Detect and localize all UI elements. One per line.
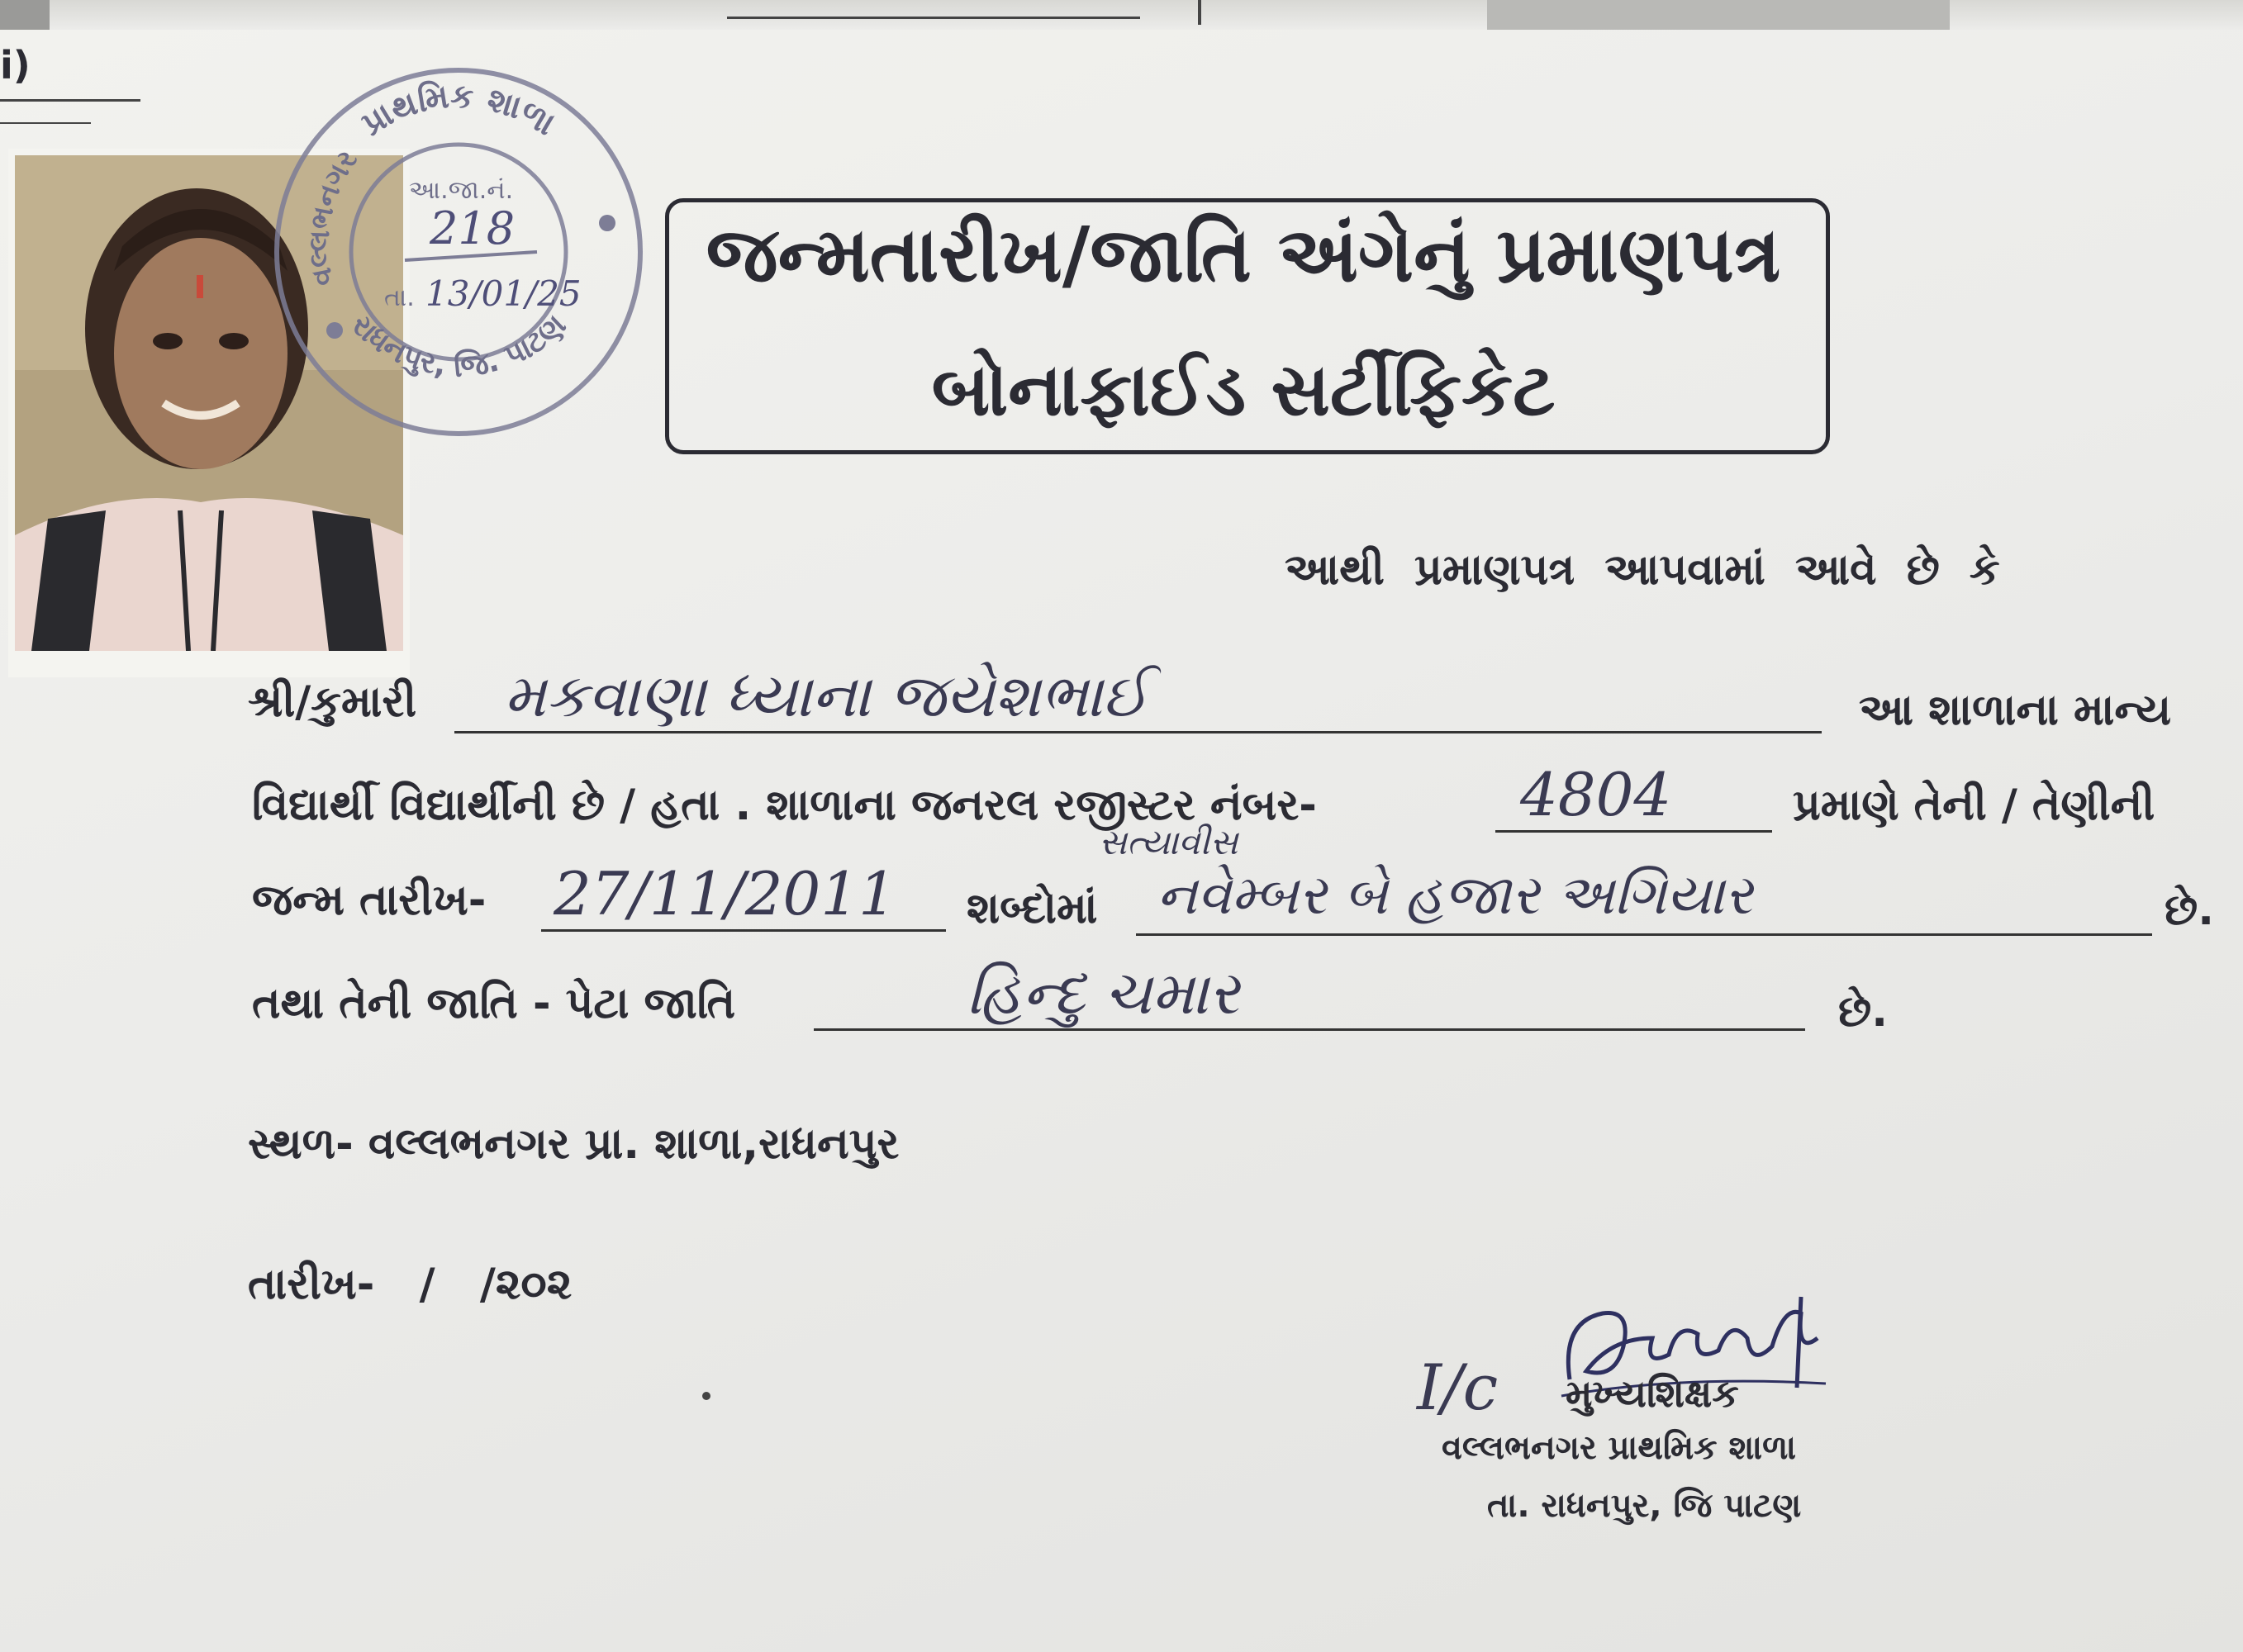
ic-mark: I/c bbox=[1417, 1351, 1499, 1424]
words-underline bbox=[1136, 933, 2152, 936]
caste-suffix: છે. bbox=[1838, 987, 1888, 1037]
dob-label: જન્મ તારીખ- bbox=[252, 876, 487, 925]
top-ruling bbox=[727, 17, 1140, 19]
name-value: મકવાણા ધ્યાના જયેશભાઈ bbox=[504, 661, 1149, 730]
name-prefix: શ્રી/કુમારી bbox=[248, 677, 417, 727]
stamp-arc-left: વલ્લભનગર bbox=[302, 144, 364, 289]
margin-line bbox=[0, 99, 140, 102]
stamp-no-label: આ.જા.નં. bbox=[409, 176, 514, 205]
margin-line-2 bbox=[0, 122, 91, 124]
stamp-arc-bottom: રાધનપુર, જિ. પાટણ bbox=[344, 307, 573, 385]
register-prefix: વિદ્યાર્થી વિદ્યાર્થીની છે / હતા . શાળાના જનરલ રજીસ્ટર નંબર- bbox=[252, 781, 1317, 830]
caste-underline bbox=[814, 1028, 1805, 1031]
name-suffix: આ શાળાના માન્ય bbox=[1859, 686, 2172, 735]
intro-line: આથી પ્રમાણપત્ર આપવામાં આવે છે કે bbox=[1285, 545, 2000, 595]
title-gujarati: જન્મતારીખ/જાતિ અંગેનું પ્રમાણપત્ર bbox=[706, 211, 1781, 299]
place-line: સ્થળ- વલ્લભનગર પ્રા. શાળા,રાધનપુર bbox=[248, 1119, 900, 1169]
dob-underline bbox=[541, 929, 946, 932]
words-value: નવેમ્બર બે હજાર અગિયાર bbox=[1157, 863, 1753, 927]
ink-dot bbox=[702, 1392, 710, 1400]
register-underline bbox=[1495, 830, 1772, 833]
stamp-date-prefix: તા. bbox=[384, 283, 415, 312]
register-suffix: પ્રમાણે તેની / તેણીની bbox=[1793, 781, 2155, 830]
margin-mark: i) bbox=[0, 43, 31, 88]
signatory-address: તા. રાધનપુર, જિ પાટણ bbox=[1487, 1487, 1802, 1525]
register-value: 4804 bbox=[1520, 760, 1672, 829]
svg-text:રાધનપુર, જિ. પાટણ bbox=[345, 308, 573, 384]
stamp-date-value: 13/01/25 bbox=[425, 273, 582, 314]
title-bonafide: બોનાફાઈડ સર્ટીફિકેટ bbox=[931, 347, 1556, 432]
top-left-corner bbox=[0, 0, 50, 30]
school-stamp bbox=[264, 58, 653, 446]
signatory-title: મુખ્યશિક્ષક bbox=[1566, 1371, 1739, 1416]
signatory-school: વલ્લભનગર પ્રાથમિક શાળા bbox=[1442, 1429, 1797, 1467]
caste-value: હિન્દુ ચમાર bbox=[967, 958, 1239, 1028]
caste-label: તથા તેની જાતિ - પેટા જાતિ bbox=[252, 979, 736, 1028]
top-tick bbox=[1198, 0, 1201, 25]
top-edge-shadow bbox=[1487, 0, 1950, 30]
stamp-no-value: 218 bbox=[430, 202, 516, 254]
words-above: સત્યાવીસ bbox=[1099, 822, 1238, 862]
dob-value: 27/11/2011 bbox=[554, 859, 896, 928]
words-suffix: છે. bbox=[2165, 885, 2214, 935]
date-line: તારીખ- / /૨૦૨ bbox=[248, 1260, 573, 1309]
words-label: શબ્દોમાં bbox=[967, 884, 1098, 933]
name-underline bbox=[454, 731, 1822, 733]
stamp-arc-top: પ્રાથમિક શાળા bbox=[354, 77, 562, 144]
